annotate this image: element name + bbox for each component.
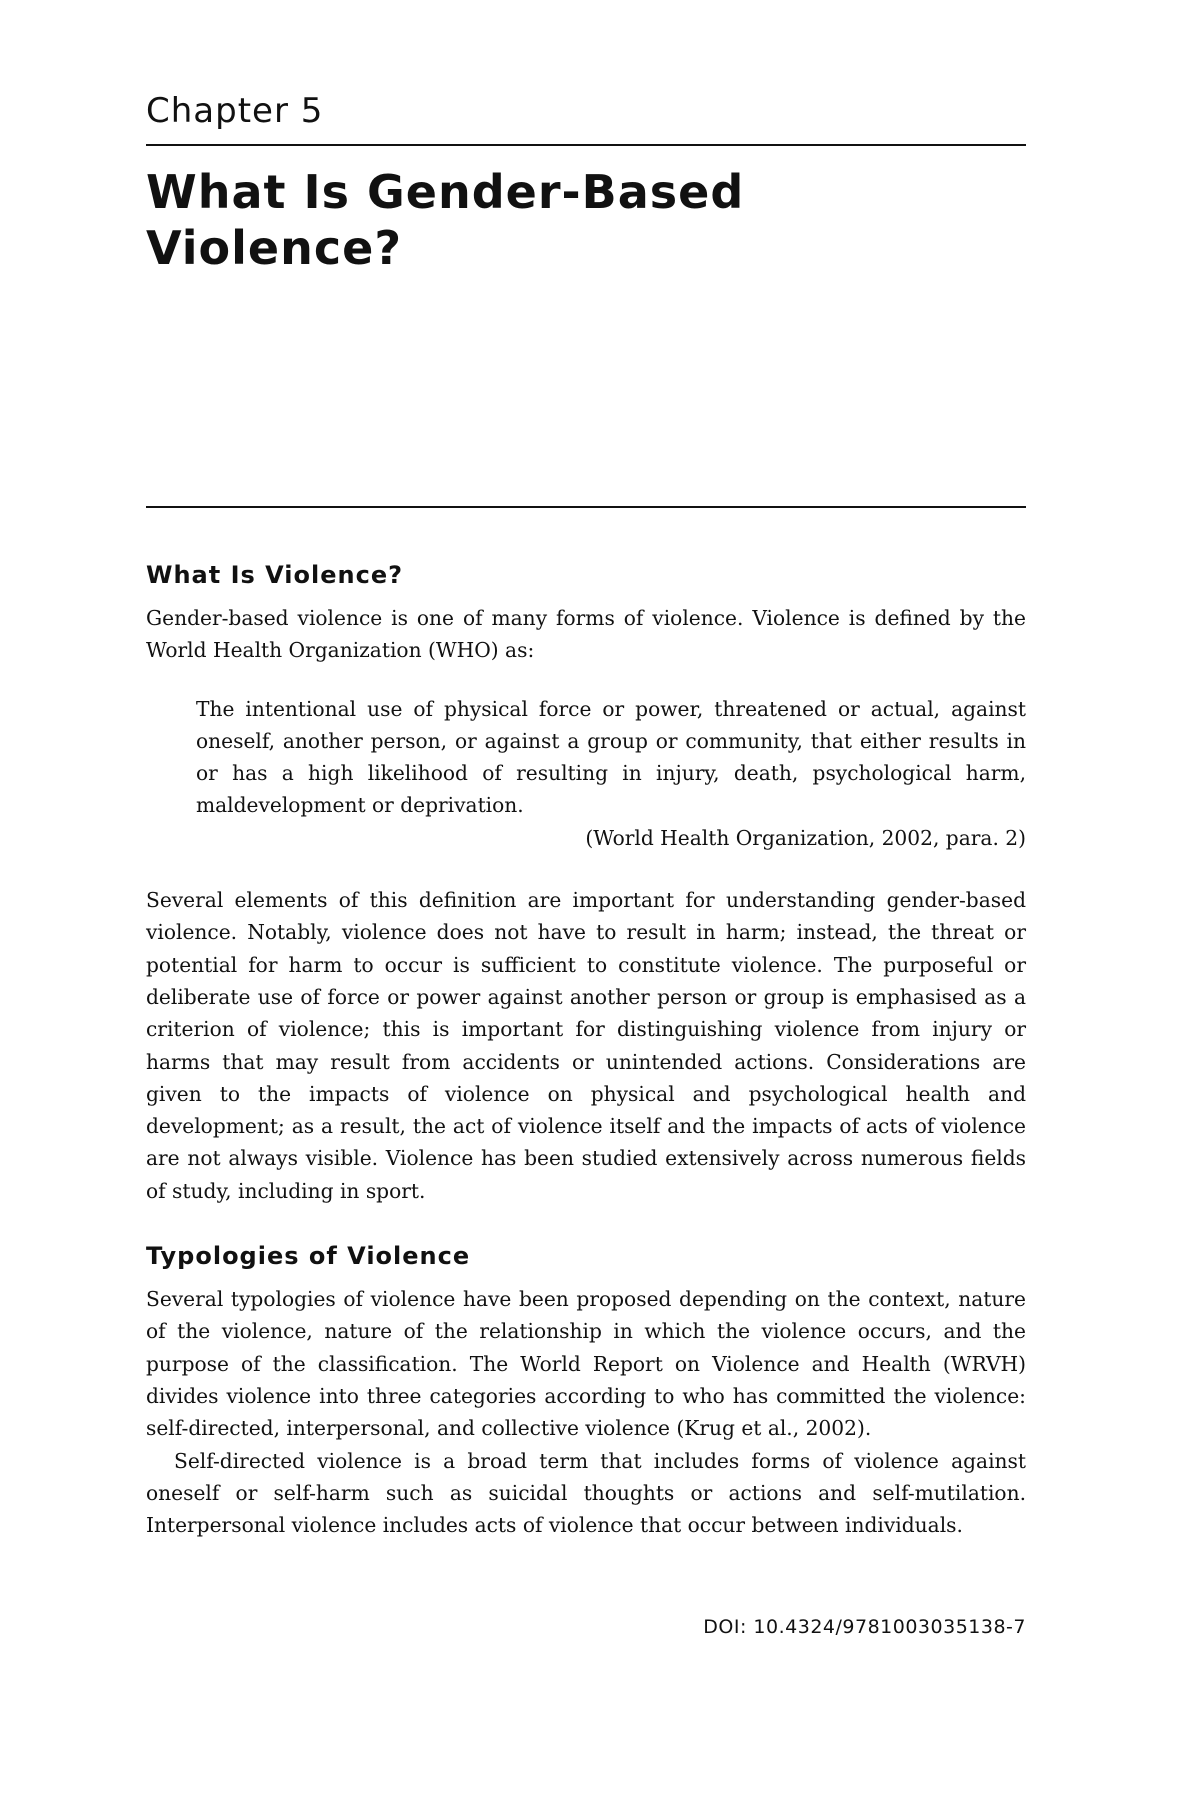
typologies-paragraph-1: Several typologies of violence have been proposed depending on the context, nature of the violence, nature of the relationship in which the violence occurs, and the purpose of the classification. The World Report on Violence and Health (WRVH) divides violence into three categories according to who has committed the violence: self-directed, interpersonal, and collective violence (Krug et al., 2002). xyxy=(146,1287,1026,1441)
section-intro-paragraph: Gender-based violence is one of many forms of violence. Violence is defined by the World Health Organization (WHO) as: xyxy=(146,606,1026,663)
doi-footer: DOI: 10.4324/9781003035138-7 xyxy=(703,1616,1026,1638)
quote-citation: (World Health Organization, 2002, para. 2) xyxy=(585,825,1026,850)
who-definition-quote: The intentional use of physical force or power, threatened or actual, against oneself, another person, or against a group or community, that either results in or has a high likelihood of resulting in injury, death, psychological harm, maldevelopment or deprivation. xyxy=(196,696,1026,818)
definition-analysis-paragraph: Several elements of this definition are important for understanding gender-based violence. Notably, violence does not have to result in harm; instead, the threat or potential for harm to occur is sufficient to constitute violence. The purposeful or deliberate use of force or power against another person or group is emphasised as a criterion of violence; this is important for distinguishing violence from injury or harms that may result from accidents or unintended actions. Considerations are given to the impacts of violence on physical and psychological health and development; as a result, the act of violence itself and the impacts of acts of violence are not always visible. Violence has been studied extensively across numerous fields of study, including in sport. xyxy=(146,888,1026,1203)
page-content xyxy=(146,90,1026,1541)
section-heading-typologies: Typologies of Violence xyxy=(146,1242,471,1271)
chapter-bottom-rule xyxy=(146,506,1026,508)
section-heading-what-is-violence: What Is Violence? xyxy=(146,561,404,589)
chapter-label: Chapter 5 xyxy=(146,91,324,131)
chapter-top-rule xyxy=(146,144,1026,146)
typologies-paragraph-2: Self-directed violence is a broad term that includes forms of violence against oneself or self-harm such as suicidal thoughts or actions and self-mutilation. Interpersonal violence includes acts of violence that occur between individuals. xyxy=(146,1448,1026,1538)
chapter-title: What Is Gender-Based Violence? xyxy=(146,165,745,275)
